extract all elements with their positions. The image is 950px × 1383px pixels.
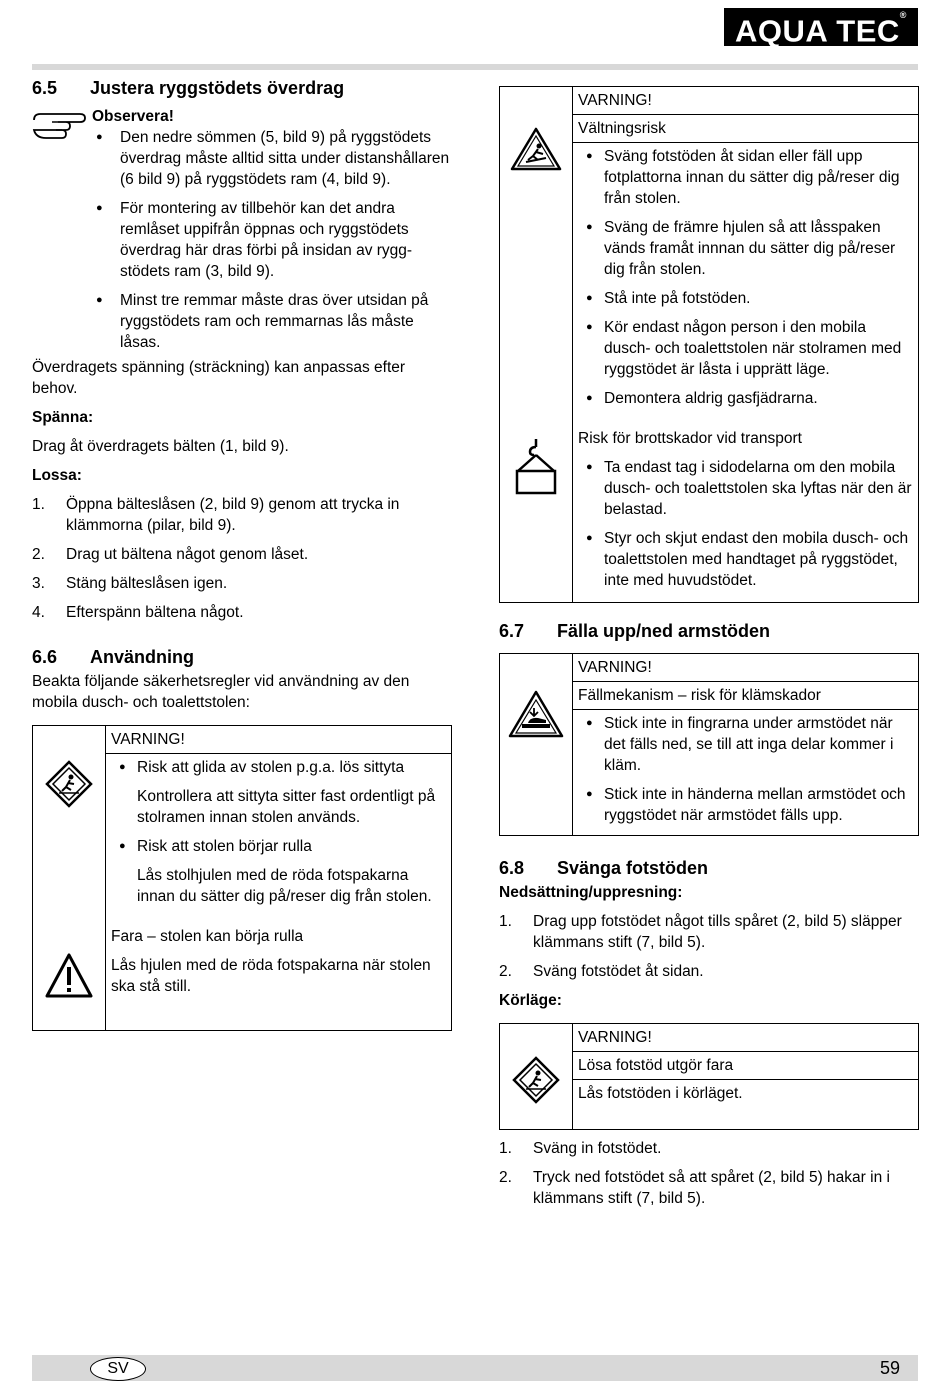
section-6-8-heading: 6.8 Svänga fotstöden <box>499 858 709 878</box>
warning-bullet: ● Risk att glida av stolen p.g.a. lös sittyta <box>111 757 446 778</box>
icon-column <box>500 1024 573 1129</box>
section-6-5-heading: 6.5 Justera ryggstödets överdrag <box>32 78 345 98</box>
loosen-step: 1. Öppna bälteslåsen (2, bild 9) genom att trycka in klämmorna (pilar, bild 9). <box>32 496 400 534</box>
warning-bullet: ● Stick inte in fingrarna under armstödet när det fälls ned, se till att inga delar kommer i kläm. <box>578 713 913 776</box>
drive-step: 2. Tryck ned fotstödet så att spåret (2, bild 5) hakar in i klämmans stift (7, bild 5). <box>499 1169 890 1207</box>
section-6-7-heading: 6.7 Fälla upp/ned armstöden <box>499 621 771 641</box>
warning-bullet: ● Demontera aldrig gasfjädrarna. <box>578 388 913 409</box>
warning-bullet: ● Risk att stolen börjar rulla <box>111 836 446 857</box>
transport-bullet: ● Styr och skjut endast den mobila dusch- och toalettstolen med handtaget på ryggstödet, inte med huvudstödet. <box>578 528 913 591</box>
slip-hazard-icon <box>512 1056 560 1104</box>
transport-bullet: ● Ta endast tag i sidodelarna om den mobila dusch- och toalettstolen ska lyftas när den är belastad. <box>578 457 913 520</box>
warning-bullet: ● Sväng de främre hjulen så att låsspaken vänds framåt innnan du sätter dig på/reser dig från stolen. <box>578 217 913 280</box>
icon-column <box>500 87 573 602</box>
loosen-label: Lossa: <box>32 467 82 484</box>
warning-bullet: ● Kör endast någon person i den mobila dusch- och toalettstolen när stolramen med ryggstödet är låsta i upprätt läge. <box>578 317 913 380</box>
pinch-hazard-icon <box>508 690 564 738</box>
drive-step: 1. Sväng in fotstödet. <box>499 1140 662 1157</box>
left-column <box>32 76 452 1031</box>
tighten-text: Drag åt överdragets bälten (1, bild 9). <box>32 438 289 455</box>
transport-title: Risk för brottskador vid transport <box>578 430 802 447</box>
warning-box-tipping <box>499 86 919 603</box>
aquatec-logo: AQUA TEC® <box>724 8 918 46</box>
danger-title: Fara – stolen kan börja rulla <box>111 928 304 945</box>
tighten-label: Spänna: <box>32 409 94 426</box>
icon-column <box>33 726 106 1030</box>
tension-text: Överdragets spänning (sträckning) kan anpassas efter behov. <box>32 359 406 397</box>
pointing-hand-icon <box>32 110 86 142</box>
warning-box-pinch <box>499 653 919 836</box>
warning-text: Lås stolhjulen med de röda fotspakarna innan du sätter dig på/reser dig från stolen. <box>137 867 432 905</box>
warning-subheader: Vältningsrisk <box>573 115 918 143</box>
icon-column <box>500 654 573 835</box>
lower-step: 2. Sväng fotstödet åt sidan. <box>499 963 704 980</box>
top-divider <box>32 64 918 70</box>
warning-header: VARNING! <box>573 654 918 682</box>
warning-subheader: Lösa fotstöd utgör fara <box>573 1052 918 1080</box>
lower-step: 1. Drag upp fotstödet något tills spåret (2, bild 5) släpper klämmans stift (7, bild 5). <box>499 913 902 951</box>
slip-hazard-icon <box>45 760 93 808</box>
note-bullet: ● För montering av tillbehör kan det andra remlåset uppifrån öppnas och ryggstödets överdrag här dras förbi på insidan av ryggstödets ram (3, bild 9). <box>92 198 452 282</box>
warning-bullet: ● Stick inte in händerna mellan armstödet och ryggstödet när armstödet fälls upp. <box>578 784 913 826</box>
warning-box-footrest <box>499 1023 919 1130</box>
warning-header: VARNING! <box>573 87 918 115</box>
loosen-step: 2. Drag ut bältena något genom låset. <box>32 546 309 563</box>
loosen-step: 4. Efterspänn bältena något. <box>32 604 244 621</box>
footer-bar <box>32 1355 918 1381</box>
language-badge: SV <box>90 1357 146 1381</box>
section-6-6-intro: Beakta följande säkerhetsregler vid användning av den mobila dusch- och toalettstolen: <box>32 673 410 711</box>
right-column <box>499 86 919 1209</box>
warning-text: Kontrollera att sittyta sitter fast ordentligt på stolramen innan stolen används. <box>137 788 436 826</box>
section-6-6-heading: 6.6 Användning <box>32 647 194 667</box>
tipping-hazard-icon <box>510 125 562 173</box>
note-block <box>32 106 452 353</box>
danger-text: Lås hjulen med de röda fotspakarna när stolen ska stå still. <box>111 957 431 995</box>
page-number: 59 <box>879 1358 900 1378</box>
warning-bullet: ● Stå inte på fotstöden. <box>578 288 913 309</box>
drive-label: Körläge: <box>499 992 562 1009</box>
warning-bullet: ● Sväng fotstöden åt sidan eller fäll upp fotplattorna innan du sätter dig på/reser dig från stolen. <box>578 146 913 209</box>
note-title: Observera! <box>92 108 174 125</box>
note-bullet: ● Minst tre remmar måste dras över utsidan på ryggstödets ram och remmarnas lås måste låsas. <box>92 290 452 353</box>
warning-text: Lås fotstöden i körläget. <box>578 1085 743 1102</box>
warning-box-slip <box>32 725 452 1031</box>
warning-header: VARNING! <box>573 1024 918 1052</box>
warning-subheader: Fällmekanism – risk för klämskador <box>573 682 918 710</box>
lifting-hook-icon <box>514 437 558 499</box>
danger-triangle-icon <box>45 952 93 1000</box>
note-bullet: ● Den nedre sömmen (5, bild 9) på ryggstödets överdrag måste alltid sitta under distanshållaren (6 bild 9) på ryggstödets ram (4, bild 9). <box>92 127 452 190</box>
warning-header: VARNING! <box>106 726 451 754</box>
loosen-step: 3. Stäng bälteslåsen igen. <box>32 575 228 592</box>
lower-label: Nedsättning/uppresning: <box>499 884 683 901</box>
